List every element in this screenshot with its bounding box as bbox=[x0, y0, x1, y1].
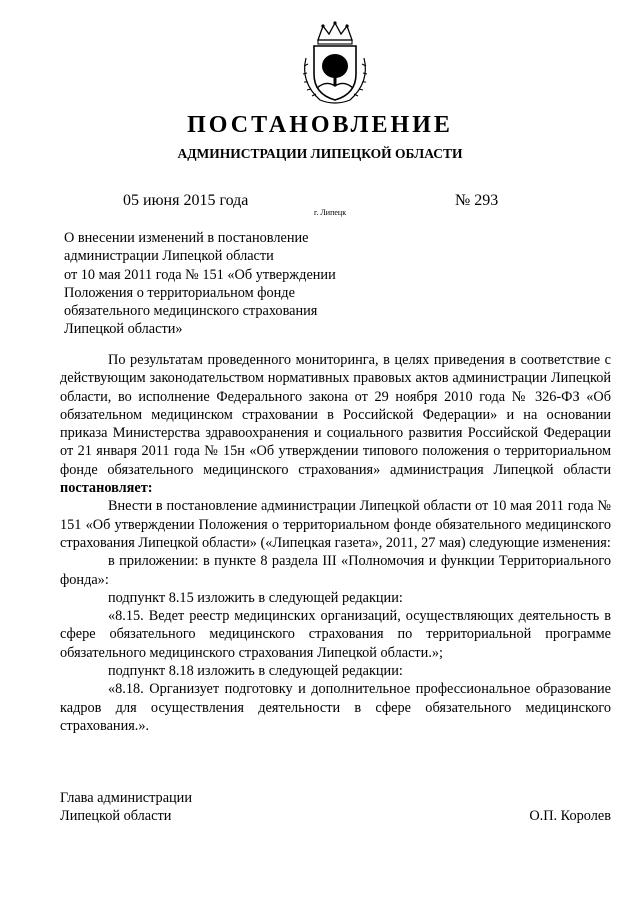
body-paragraph bbox=[60, 351, 611, 497]
body-paragraph: подпункт 8.15 изложить в следующей редакции: bbox=[108, 589, 403, 606]
document-title: ПОСТАНОВЛЕНИЕ bbox=[187, 112, 453, 138]
document-subtitle: АДМИНИСТРАЦИИ ЛИПЕЦКОЙ ОБЛАСТИ bbox=[177, 146, 463, 161]
subject-line: Липецкой области» bbox=[64, 321, 183, 338]
signature-position: Глава администрации bbox=[60, 790, 192, 806]
coat-of-arms-icon bbox=[290, 20, 380, 108]
body-paragraph: «8.18. Организует подготовку и дополнительное профессиональное образование кадров для осуществления деятельности в сфере обязательного медицинского страхования.». bbox=[60, 681, 611, 734]
subject-line: О внесении изменений в постановление bbox=[64, 230, 309, 246]
document-subject bbox=[64, 229, 336, 339]
document-date: 05 июня 2015 года bbox=[123, 192, 249, 209]
signature-region: Липецкой области bbox=[60, 808, 172, 825]
document-number: № 293 bbox=[455, 192, 499, 209]
resolves-word: постановляет: bbox=[60, 480, 153, 497]
subject-line: от 10 мая 2011 года № 151 «Об утверждении bbox=[64, 266, 336, 283]
subject-line: Положения о территориальном фонде bbox=[64, 284, 295, 301]
document-city: г. Липецк bbox=[314, 208, 347, 217]
document-body bbox=[60, 351, 611, 735]
body-paragraph: подпункт 8.18 изложить в следующей редакции: bbox=[108, 663, 403, 680]
subject-line: обязательного медицинского страхования bbox=[64, 303, 318, 320]
subject-line: администрации Липецкой области bbox=[64, 248, 274, 265]
signatory-name: О.П. Королев bbox=[529, 808, 611, 825]
body-paragraph: «8.15. Ведет реестр медицинских организаций, осуществляющих деятельность в сфере обязательного медицинского страхования по территориальной программе обязательного медицинского страхования Липецкой области.»; bbox=[60, 608, 611, 661]
signature-row bbox=[60, 807, 611, 825]
preamble-text: По результатам проведенного мониторинга, в целях приведения в соответствие с действующим законодательством нормативных правовых актов администрации Липецкой области, во исполнение Федерального закона от 29 ноября 2010 года № 326-ФЗ «Об обязательном медицинском страховании в Российской Федерации» и на основании приказа Министерства здравоохранения и социального развития Российской Федерации от 21 января 2011 года № 15н «Об утверждении типового положения о территориальном фонде обязательного медицинского страхования» администрация Липецкой области bbox=[60, 352, 611, 478]
body-paragraph: в приложении: в пункте 8 раздела III «Полномочия и функции Территориального фонда»: bbox=[60, 553, 611, 588]
body-paragraph: Внести в постановление администрации Липецкой области от 10 мая 2011 года № 151 «Об утверждении Положения о территориальном фонде обязательного медицинского страхования Липецкой области» («Липецкая газета», 2011, 27 мая) следующие изменения: bbox=[60, 498, 611, 551]
signature-block bbox=[60, 789, 611, 826]
